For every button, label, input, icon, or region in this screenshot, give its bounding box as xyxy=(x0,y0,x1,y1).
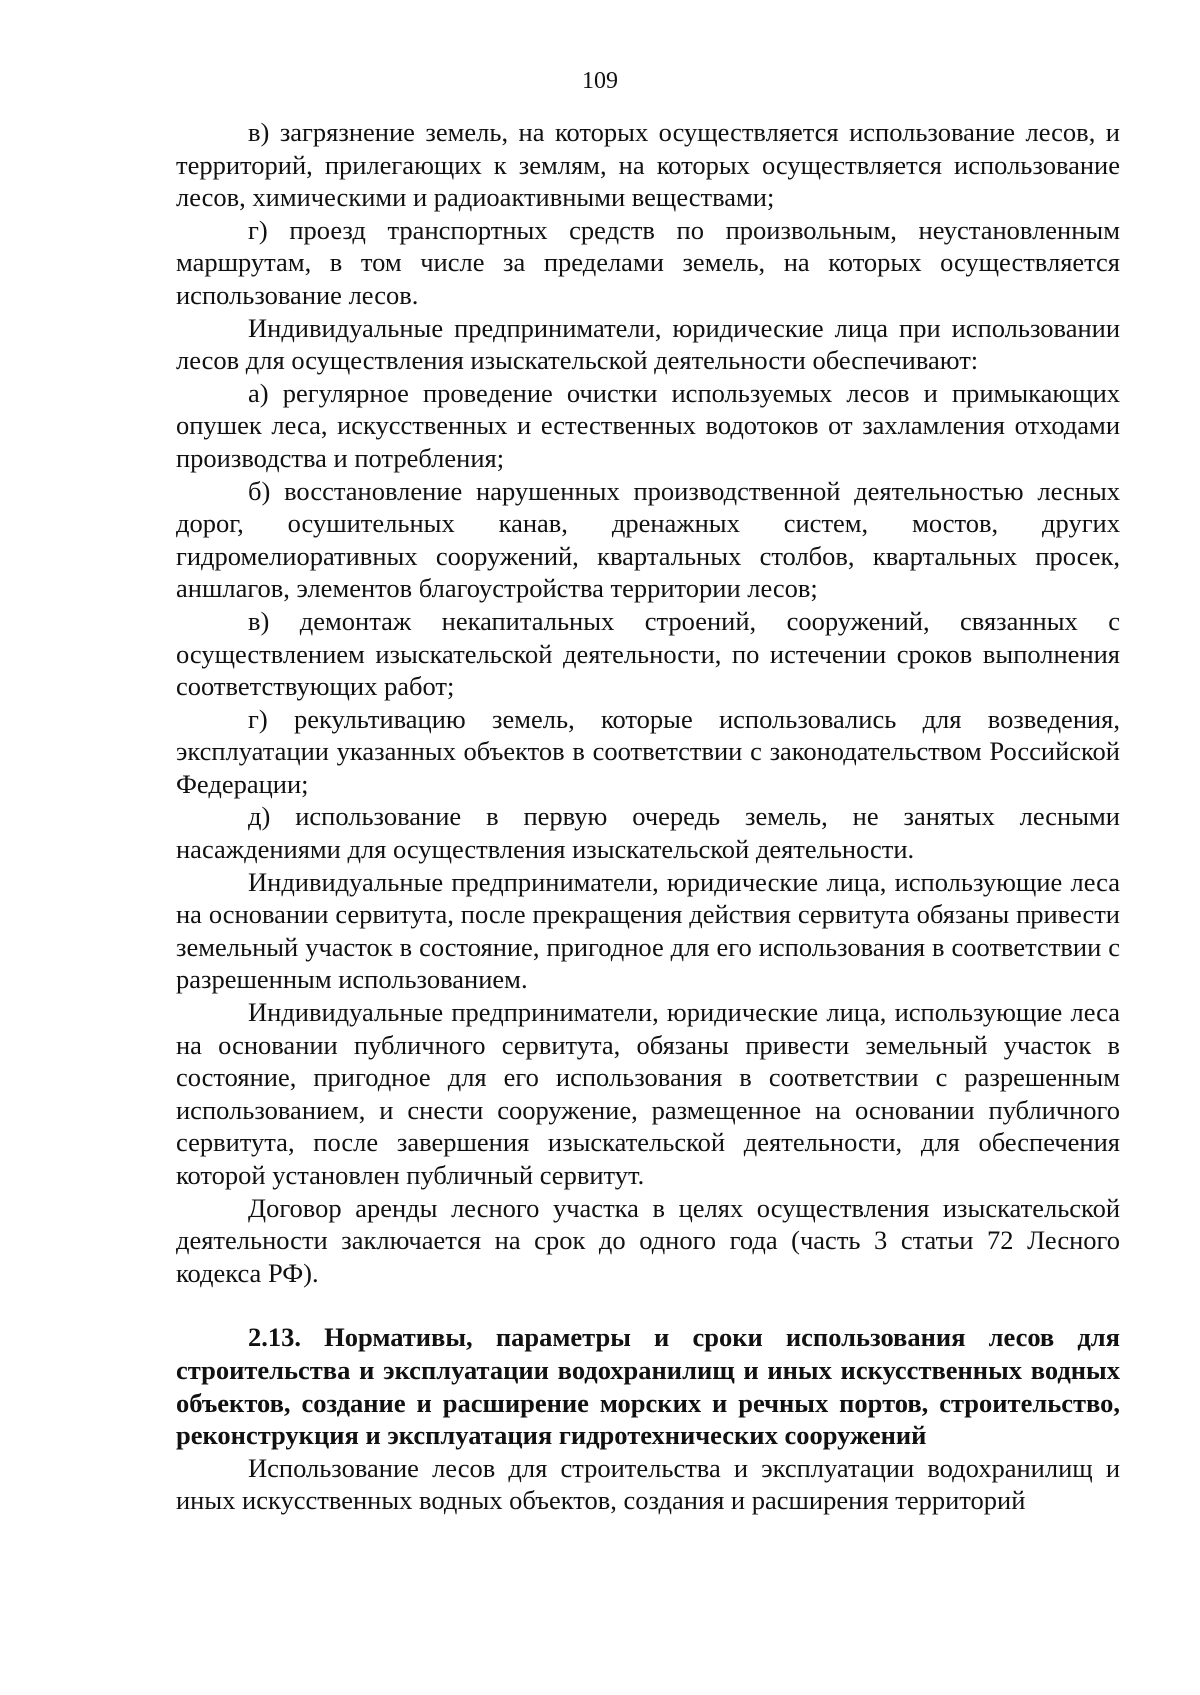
paragraph: Индивидуальные предприниматели, юридические лица при использовании лесов для осуществления изыскательской деятельности обеспечивают: xyxy=(176,312,1120,376)
paragraph: в) загрязнение земель, на которых осуществляется использование лесов, и территорий, прилегающих к землям, на которых осуществляется использование лесов, химическими и радиоактивными веществами; xyxy=(176,117,1120,213)
paragraph: д) использование в первую очередь земель, не занятых лесными насаждениями для осуществления изыскательской деятельности. xyxy=(176,801,1120,865)
paragraph: г) рекультивацию земель, которые использовались для возведения, эксплуатации указанных объектов в соответствии с законодательством Российской Федерации; xyxy=(176,703,1120,799)
paragraph: Индивидуальные предприниматели, юридические лица, использующие леса на основании сервитута, после прекращения действия сервитута обязаны привести земельный участок в состояние, пригодное для его использования в соответствии с разрешенным использованием. xyxy=(176,866,1120,995)
paragraph: б) восстановление нарушенных производственной деятельностью лесных дорог, осушительных канав, дренажных систем, мостов, других гидромелиоративных сооружений, квартальных столбов, квартальных просек, аншлагов, элементов благоустройства территории лесов; xyxy=(176,475,1120,604)
paragraph: Использование лесов для строительства и эксплуатации водохранилищ и иных искусственных водных объектов, создания и расширения территорий xyxy=(176,1452,1120,1516)
paragraph: Индивидуальные предприниматели, юридические лица, использующие леса на основании публичного сервитута, обязаны привести земельный участок в состояние, пригодное для его использования в соответствии с разрешенным использованием, и снести сооружение, размещенное на основании публичного сервитута, после завершения изыскательской деятельности, для обеспечения которой установлен публичный сервитут. xyxy=(176,997,1120,1190)
paragraph: Договор аренды лесного участка в целях осуществления изыскательской деятельности заключается на срок до одного года (часть 3 статьи 72 Лесного кодекса РФ). xyxy=(176,1192,1120,1288)
paragraph: в) демонтаж некапитальных строений, сооружений, связанных с осуществлением изыскательской деятельности, по истечении сроков выполнения соответствующих работ; xyxy=(176,605,1120,702)
body-text xyxy=(176,116,1120,1517)
page-number: 109 xyxy=(582,68,618,94)
paragraph: а) регулярное проведение очистки используемых лесов и примыкающих опушек леса, искусственных и естественных водотоков от захламления отходами производства и потребления; xyxy=(176,377,1120,473)
paragraph: г) проезд транспортных средств по произвольным, неустановленным маршрутам, в том числе за пределами земель, на которых осуществляется использование лесов. xyxy=(176,214,1120,310)
section-heading: 2.13. Нормативы, параметры и сроки использования лесов для строительства и эксплуатации водохранилищ и иных искусственных водных объектов, создание и расширение морских и речных портов, строительство, реконструкция и эксплуатация гидротехнических сооружений xyxy=(176,1322,1120,1451)
